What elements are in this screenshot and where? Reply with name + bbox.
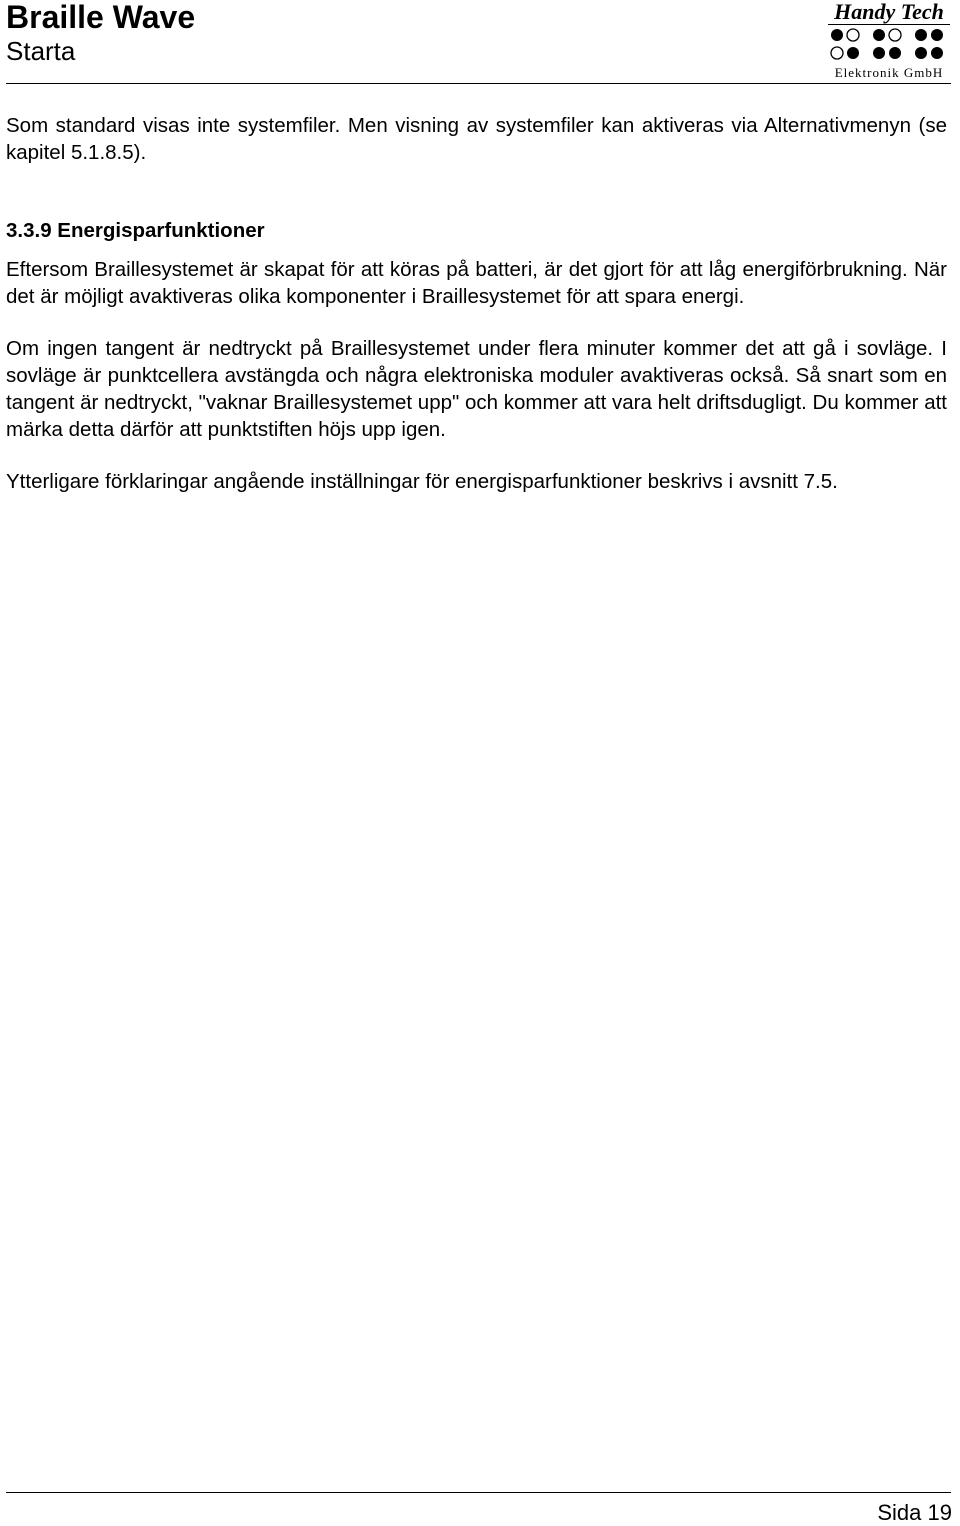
body-paragraph: Eftersom Braillesystemet är skapat för att köras på batteri, är det gjort för att låg energiförbrukning. När det är möjligt avaktiveras olika komponenter i Braillesystemet för att spara energi. bbox=[6, 258, 947, 308]
braille-dots-icon bbox=[828, 26, 950, 66]
logo-company: Elektronik GmbH bbox=[834, 65, 944, 80]
intro-paragraph: Som standard visas inte systemfiler. Men visning av systemfiler kan aktiveras via Alternativmenyn (se kapitel 5.1.8.5). bbox=[6, 114, 947, 164]
header-divider bbox=[6, 83, 951, 84]
handy-tech-logo bbox=[828, 0, 950, 82]
page-content bbox=[6, 112, 947, 495]
document-title: Braille Wave bbox=[6, 0, 196, 35]
section-heading: 3.3.9 Energisparfunktioner bbox=[6, 219, 265, 242]
logo-name: Handy Tech bbox=[834, 0, 944, 24]
chapter-subtitle: Starta bbox=[6, 36, 76, 66]
logo-divider bbox=[828, 24, 950, 25]
page-number: Sida 19 bbox=[877, 1500, 952, 1525]
body-paragraph: Om ingen tangent är nedtryckt på Braillesystemet under flera minuter kommer det att gå i sovläge. I sovläge är punktcellera avstängda och några elektroniska moduler avaktiveras också. Så snart som en tangent är nedtryckt, "vaknar Braillesystemet upp" och kommer att vara helt driftsdugligt. Du kommer att märka detta därför att punktstiften höjs upp igen. bbox=[6, 337, 947, 441]
body-paragraph: Ytterligare förklaringar angående inställningar för energisparfunktioner beskrivs i avsnitt 7.5. bbox=[6, 470, 838, 493]
footer-divider bbox=[6, 1492, 951, 1493]
